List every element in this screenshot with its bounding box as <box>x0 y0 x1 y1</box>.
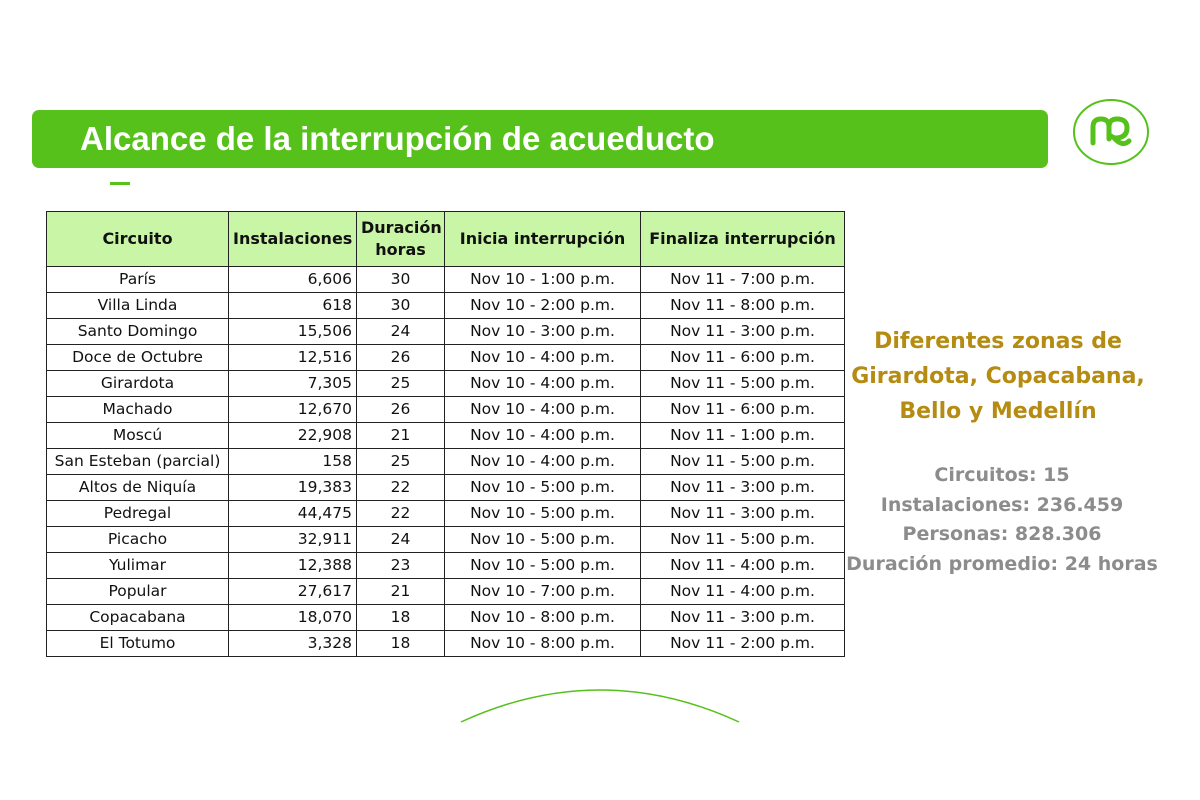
cell-circuit: Villa Linda <box>47 293 229 319</box>
cell-duration: 22 <box>357 501 445 527</box>
green-arc-decoration <box>455 682 745 727</box>
cell-end: Nov 11 - 2:00 p.m. <box>641 631 845 657</box>
cell-start: Nov 10 - 1:00 p.m. <box>445 267 641 293</box>
cell-duration: 30 <box>357 293 445 319</box>
cell-start: Nov 10 - 5:00 p.m. <box>445 475 641 501</box>
cell-duration: 21 <box>357 579 445 605</box>
cell-installations: 15,506 <box>229 319 357 345</box>
header-duration-line1: Duración <box>361 218 442 237</box>
cell-circuit: París <box>47 267 229 293</box>
table-row <box>47 397 845 423</box>
cell-duration: 21 <box>357 423 445 449</box>
table-row <box>47 319 845 345</box>
stat-people: Personas: 828.306 <box>902 523 1102 545</box>
stat-average-duration: Duración promedio: 24 horas <box>846 552 1158 575</box>
cell-installations: 12,388 <box>229 553 357 579</box>
cell-duration: 26 <box>357 397 445 423</box>
table-row <box>47 345 845 371</box>
header-end: Finaliza interrupción <box>641 212 845 267</box>
cell-circuit: Machado <box>47 397 229 423</box>
cell-installations: 12,670 <box>229 397 357 423</box>
cell-end: Nov 11 - 4:00 p.m. <box>641 553 845 579</box>
cell-start: Nov 10 - 5:00 p.m. <box>445 527 641 553</box>
cell-end: Nov 11 - 5:00 p.m. <box>641 527 845 553</box>
cell-circuit: Popular <box>47 579 229 605</box>
cell-end: Nov 11 - 5:00 p.m. <box>641 371 845 397</box>
cell-circuit: Picacho <box>47 527 229 553</box>
cell-installations: 44,475 <box>229 501 357 527</box>
header-installations: Instalaciones <box>229 212 357 267</box>
zones-note <box>848 324 1148 429</box>
cell-circuit: Yulimar <box>47 553 229 579</box>
cell-start: Nov 10 - 7:00 p.m. <box>445 579 641 605</box>
cell-circuit: Altos de Niquía <box>47 475 229 501</box>
table-row <box>47 631 845 657</box>
table-row <box>47 449 845 475</box>
cell-installations: 27,617 <box>229 579 357 605</box>
table-row <box>47 553 845 579</box>
cell-installations: 22,908 <box>229 423 357 449</box>
cell-installations: 3,328 <box>229 631 357 657</box>
table-row <box>47 605 845 631</box>
cell-end: Nov 11 - 6:00 p.m. <box>641 345 845 371</box>
cell-circuit: Girardota <box>47 371 229 397</box>
table-header-row <box>47 212 845 267</box>
cell-end: Nov 11 - 8:00 p.m. <box>641 293 845 319</box>
cell-start: Nov 10 - 4:00 p.m. <box>445 449 641 475</box>
cell-installations: 158 <box>229 449 357 475</box>
cell-installations: 7,305 <box>229 371 357 397</box>
table-row <box>47 371 845 397</box>
cell-start: Nov 10 - 4:00 p.m. <box>445 423 641 449</box>
cell-start: Nov 10 - 5:00 p.m. <box>445 501 641 527</box>
cell-installations: 12,516 <box>229 345 357 371</box>
cell-start: Nov 10 - 8:00 p.m. <box>445 631 641 657</box>
header-duration-line2: horas <box>375 240 426 259</box>
cell-duration: 18 <box>357 605 445 631</box>
cell-end: Nov 11 - 6:00 p.m. <box>641 397 845 423</box>
zones-line: Bello y Medellín <box>899 399 1097 424</box>
table-row <box>47 293 845 319</box>
cell-end: Nov 11 - 4:00 p.m. <box>641 579 845 605</box>
cell-start: Nov 10 - 3:00 p.m. <box>445 319 641 345</box>
header-circuit: Circuito <box>47 212 229 267</box>
cell-installations: 618 <box>229 293 357 319</box>
cell-duration: 30 <box>357 267 445 293</box>
cell-duration: 25 <box>357 449 445 475</box>
cell-installations: 6,606 <box>229 267 357 293</box>
cell-duration: 22 <box>357 475 445 501</box>
cell-end: Nov 11 - 7:00 p.m. <box>641 267 845 293</box>
cell-circuit: Pedregal <box>47 501 229 527</box>
cell-start: Nov 10 - 4:00 p.m. <box>445 345 641 371</box>
table-row <box>47 475 845 501</box>
header-start: Inicia interrupción <box>445 212 641 267</box>
table-row <box>47 527 845 553</box>
cell-end: Nov 11 - 3:00 p.m. <box>641 605 845 631</box>
cell-duration: 24 <box>357 527 445 553</box>
cell-circuit: Copacabana <box>47 605 229 631</box>
cell-start: Nov 10 - 4:00 p.m. <box>445 371 641 397</box>
cell-duration: 18 <box>357 631 445 657</box>
table-row <box>47 579 845 605</box>
table-row <box>47 423 845 449</box>
cell-end: Nov 11 - 1:00 p.m. <box>641 423 845 449</box>
cell-circuit: Santo Domingo <box>47 319 229 345</box>
cell-duration: 24 <box>357 319 445 345</box>
cell-circuit: San Esteban (parcial) <box>47 449 229 475</box>
table-body <box>47 267 845 657</box>
stat-installations: Instalaciones: 236.459 <box>880 493 1124 516</box>
interruption-table <box>46 211 845 657</box>
cell-installations: 32,911 <box>229 527 357 553</box>
header-duration <box>357 212 445 267</box>
cell-circuit: Moscú <box>47 423 229 449</box>
page-title: Alcance de la interrupción de acueducto <box>80 120 715 157</box>
stat-circuits: Circuitos: 15 <box>934 464 1070 486</box>
cell-installations: 18,070 <box>229 605 357 631</box>
cell-start: Nov 10 - 2:00 p.m. <box>445 293 641 319</box>
title-underline <box>110 182 130 185</box>
cell-start: Nov 10 - 5:00 p.m. <box>445 553 641 579</box>
cell-end: Nov 11 - 3:00 p.m. <box>641 475 845 501</box>
cell-end: Nov 11 - 5:00 p.m. <box>641 449 845 475</box>
cell-duration: 23 <box>357 553 445 579</box>
cell-circuit: El Totumo <box>47 631 229 657</box>
cell-start: Nov 10 - 4:00 p.m. <box>445 397 641 423</box>
zones-line: Diferentes zonas de <box>874 329 1122 354</box>
cell-duration: 26 <box>357 345 445 371</box>
cell-end: Nov 11 - 3:00 p.m. <box>641 319 845 345</box>
cell-circuit: Doce de Octubre <box>47 345 229 371</box>
cell-end: Nov 11 - 3:00 p.m. <box>641 501 845 527</box>
zones-line: Girardota, Copacabana, <box>851 364 1145 389</box>
cell-installations: 19,383 <box>229 475 357 501</box>
table-row <box>47 267 845 293</box>
epm-logo-icon <box>1071 97 1151 167</box>
summary-stats <box>842 461 1162 579</box>
cell-start: Nov 10 - 8:00 p.m. <box>445 605 641 631</box>
table-row <box>47 501 845 527</box>
cell-duration: 25 <box>357 371 445 397</box>
